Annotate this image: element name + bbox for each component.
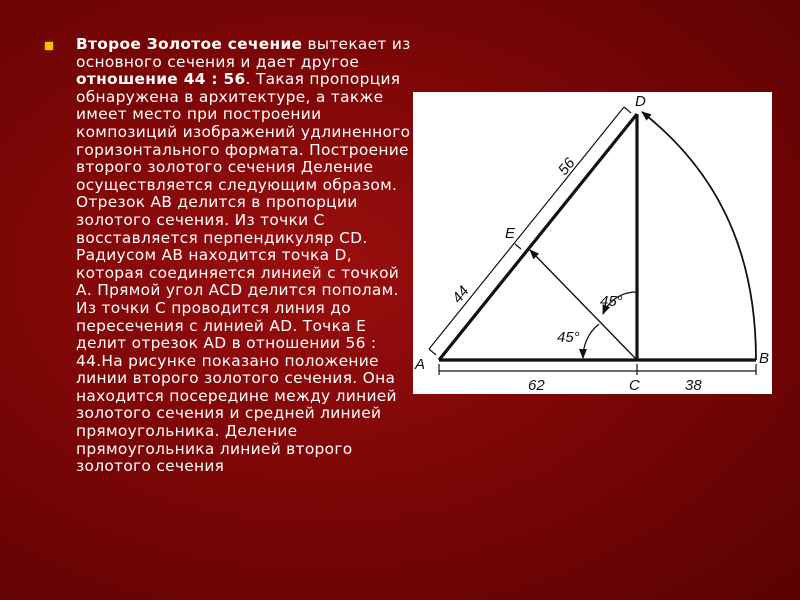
label-point-d: D (635, 93, 646, 110)
label-angle-upper: 45° (600, 293, 623, 310)
label-point-b: B (759, 350, 770, 367)
dim-line-ad (429, 107, 624, 349)
slide-heading: Второе Золотое сечение (76, 35, 303, 53)
bullet-marker (45, 42, 53, 50)
angle-arc-lower (583, 324, 599, 358)
label-angle-lower: 45° (557, 329, 580, 346)
slide-body: . Такая пропорция обнаружена в архитектуре, а также имеет место при построении композиций изображений удлиненного горизонтального формата. Построение второго золотого сечения Деление осуществляется следующим образом. Отрезок AB делится в пропорции золотого сечения. Из точки С восставляется перпендикуляр CD. Радиусом AB находится точка D, которая соединяется линией с точкой А. Прямой угол ACD делится пополам. Из точки С проводится линия до пересечения с линией AD. Точка Е делит отрезок AD в отношении 56 : 44.На рисунке показано положение линии второго золотого сечения. Она находится посередине между линией золотого сечения и средней линией прямоугольника. Деление прямоугольника линией второго золотого сечения (76, 70, 411, 476)
label-point-a: A (415, 356, 426, 373)
arc-bd (642, 112, 756, 360)
label-point-e: E (505, 225, 516, 242)
label-dim-ed: 56 (554, 154, 579, 179)
label-point-c: C (629, 377, 640, 394)
label-dim-cb: 38 (685, 377, 702, 394)
label-dim-ac: 62 (528, 377, 545, 394)
segment-ad (439, 114, 637, 360)
golden-section-figure (413, 92, 772, 394)
label-dim-ae: 44 (448, 282, 473, 307)
slide-intro: вытекает из основного сечения и дает другое (76, 35, 411, 71)
slide-text (76, 36, 416, 476)
dim-tick-e (515, 244, 521, 249)
ratio-highlight: отношение 44 : 56 (76, 70, 246, 89)
